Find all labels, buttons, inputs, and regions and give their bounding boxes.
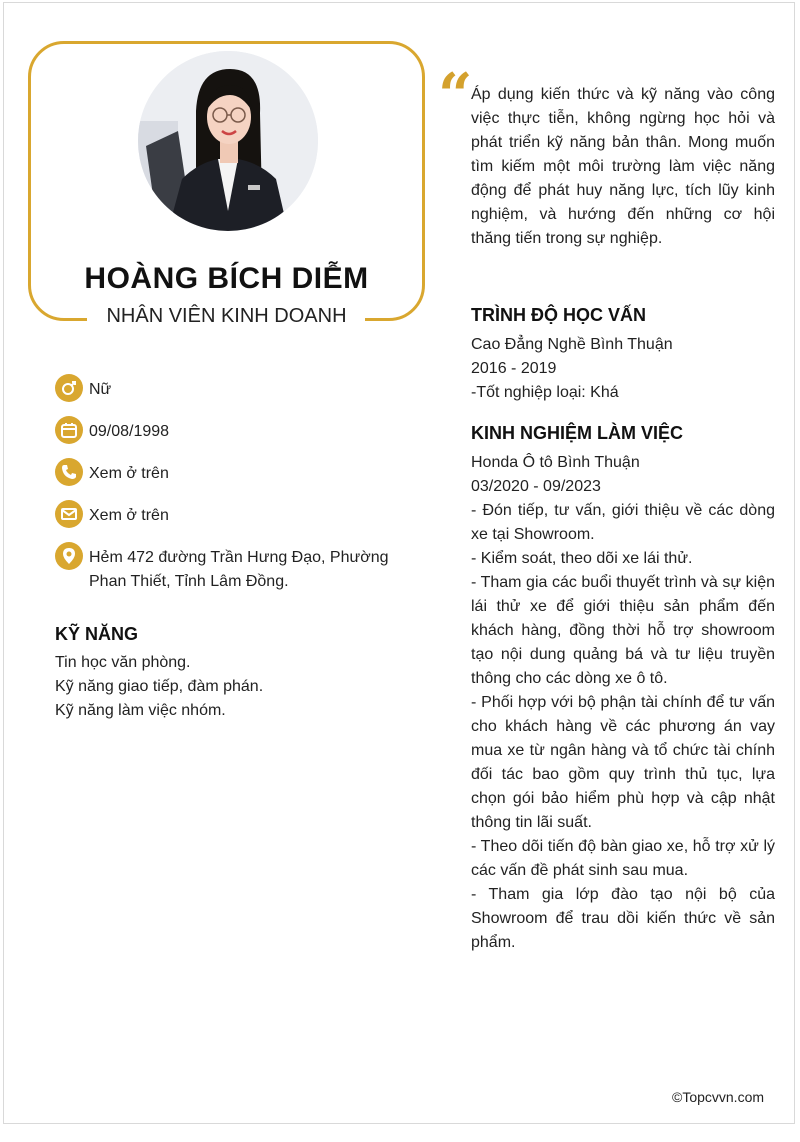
experience-duty: - Kiểm soát, theo dõi xe lái thử. xyxy=(471,550,693,567)
skills-list xyxy=(55,651,425,723)
contact-birthdate-text: 09/08/1998 xyxy=(89,423,170,440)
gender-icon xyxy=(55,374,83,402)
avatar xyxy=(138,51,318,231)
experience-duty: - Theo dõi tiến độ bàn giao xe, hỗ trợ xử lý các vấn đề phát sinh sau mua. xyxy=(471,838,775,879)
contact-birthdate xyxy=(55,420,425,444)
contact-gender xyxy=(55,378,425,402)
contact-email-text: Xem ở trên xyxy=(89,507,169,524)
education-period: 2016 - 2019 xyxy=(471,360,557,377)
contact-address-text: Hẻm 472 đường Trần Hưng Đạo, Phường Phan Thiết, Tỉnh Lâm Đồng. xyxy=(89,549,389,590)
skill-item: Kỹ năng làm việc nhóm. xyxy=(55,702,226,719)
education-details xyxy=(471,333,775,405)
job-title: NHÂN VIÊN KINH DOANH xyxy=(106,305,347,327)
quote-icon: “ xyxy=(438,61,473,131)
calendar-icon xyxy=(55,416,83,444)
email-icon xyxy=(55,500,83,528)
skill-item: Kỹ năng giao tiếp, đàm phán. xyxy=(55,678,264,695)
contact-email xyxy=(55,504,425,528)
experience-title: KINH NGHIỆM LÀM VIỆC xyxy=(471,423,684,443)
experience-duty: - Đón tiếp, tư vấn, giới thiệu về các dòng xe tại Showroom. xyxy=(471,502,775,543)
experience-duty: - Tham gia lớp đào tạo nội bộ của Showroom để trau dồi kiến thức về sản phẩm. xyxy=(471,886,775,951)
experience-details xyxy=(471,451,775,955)
contact-gender-text: Nữ xyxy=(89,381,112,398)
experience-duty: - Phối hợp với bộ phận tài chính để tư vấn cho khách hàng về các phương án vay mua xe từ ngân hàng và tổ chức tài chính đối tác bao gồm quy trình thủ tục, lựa chọn gói bảo hiểm phù hợp và cập nhật thông tin lãi suất. xyxy=(471,694,775,831)
experience-period: 03/2020 - 09/2023 xyxy=(471,478,601,495)
career-objective: Áp dụng kiến thức và kỹ năng vào công việc thực tiễn, không ngừng học hỏi và phát triển kỹ năng bản thân. Mong muốn tìm kiếm một môi trường làm việc năng động để phát huy năng lực, tích lũy kinh nghiệm, và hướng đến những cơ hội thăng tiến trong sự nghiệp. xyxy=(471,86,775,247)
contact-address xyxy=(55,546,425,594)
footer-credit: ©Topcvvn.com xyxy=(672,1089,765,1105)
contact-phone xyxy=(55,462,425,486)
experience-duty: - Tham gia các buổi thuyết trình và sự kiện lái thử xe để giới thiệu sản phẩm đến khách hàng, đồng thời hỗ trợ showroom tạo nội dung quảng bá và tư liệu truyền thông cho các dòng xe ô tô. xyxy=(471,574,775,687)
education-school: Cao Đẳng Nghề Bình Thuận xyxy=(471,336,673,353)
education-title: TRÌNH ĐỘ HỌC VẤN xyxy=(471,305,646,325)
contact-phone-text: Xem ở trên xyxy=(89,465,169,482)
skill-item: Tin học văn phòng. xyxy=(55,654,191,671)
candidate-name: HOÀNG BÍCH DIỄM xyxy=(84,262,369,295)
phone-icon xyxy=(55,458,83,486)
experience-company: Honda Ô tô Bình Thuận xyxy=(471,454,640,471)
skills-title: KỸ NĂNG xyxy=(55,624,139,644)
location-icon xyxy=(55,542,83,570)
education-grade: -Tốt nghiệp loại: Khá xyxy=(471,384,619,401)
